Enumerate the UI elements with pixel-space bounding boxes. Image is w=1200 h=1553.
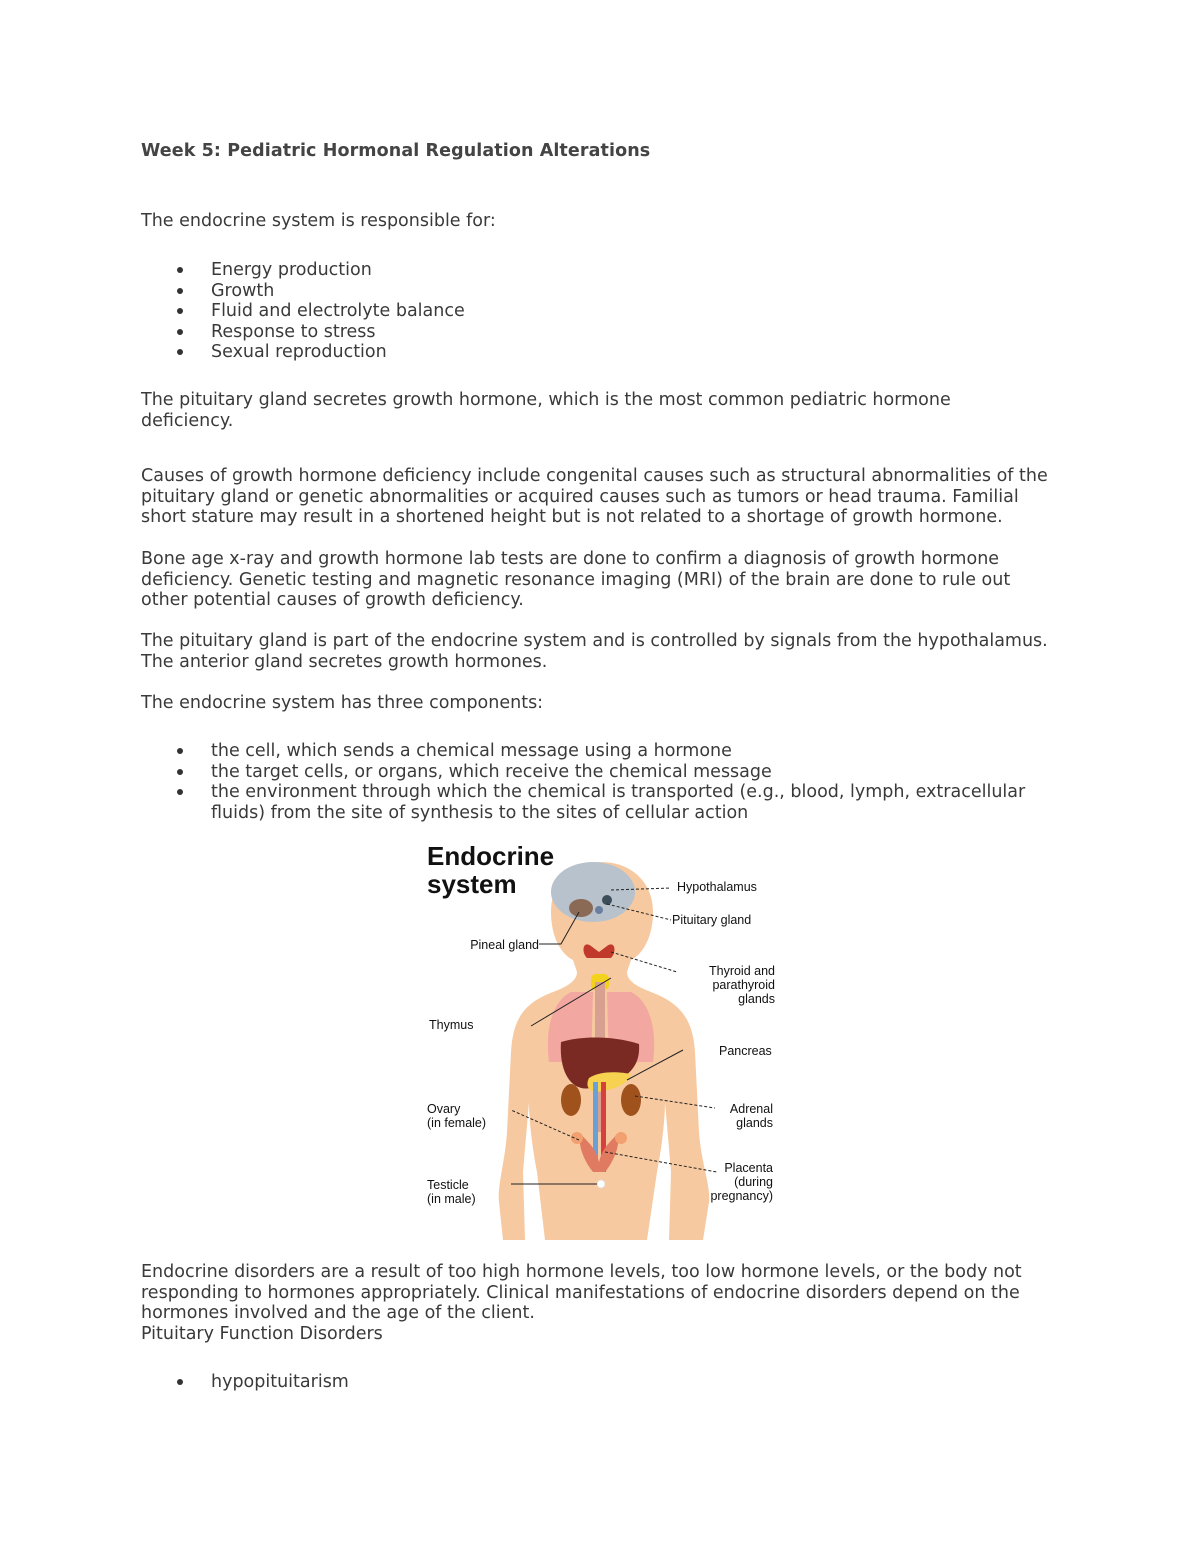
paragraph-causes: Causes of growth hormone deficiency include congenital causes such as structural abnormalities of the pituitary gland or genetic abnormalities or acquired causes such as tumors or head trauma. Familial short stature may result in a shortened height but is not related to a shortage of growth hormone. [141,466,1048,528]
hypothalamus-dot [602,895,612,905]
responsibilities-list [141,260,465,363]
list-item: hypopituitarism [141,1372,349,1393]
label-thyroid: Thyroid and parathyroid glands [708,964,775,1006]
label-pancreas: Pancreas [719,1044,772,1058]
ovary-dot [615,1132,627,1144]
label-hypothalamus: Hypothalamus [677,880,757,894]
paragraph-pituitary: The pituitary gland secretes growth hormone, which is the most common pediatric hormone deficiency. [141,390,951,431]
list-item: Sexual reproduction [141,342,465,363]
figure-title: Endocrine system [427,841,555,899]
label-pituitary-gland: Pituitary gland [672,913,752,927]
brain-shape [551,862,635,922]
cerebellum-shape [569,899,593,917]
paragraph-tests: Bone age x-ray and growth hormone lab tests are done to confirm a diagnosis of growth hormone deficiency. Genetic testing and magnetic resonance imaging (MRI) of the brain are done to rule out other potential causes of growth deficiency. [141,549,1011,611]
paragraph-control: The pituitary gland is part of the endocrine system and is controlled by signals from the hypothalamus. The anterior gland secretes growth hormones. [141,631,1048,672]
right-kidney-shape [621,1084,641,1116]
paragraph-disorders: Endocrine disorders are a result of too high hormone levels, too low hormone levels, or the body not responding to hormones appropriately. Clinical manifestations of endocrine disorders depend on the hormones involved and the age of the client. [141,1262,1022,1324]
label-placenta: Placenta (during pregnancy) [710,1161,773,1203]
list-item: Energy production [141,260,465,281]
list-item: Growth [141,281,465,302]
pituitary-disorders-list [141,1372,349,1393]
list-item: Fluid and electrolyte balance [141,301,465,322]
components-list [141,741,1061,823]
list-item: the cell, which sends a chemical message using a hormone [141,741,1061,762]
left-kidney-shape [561,1084,581,1116]
list-item: Response to stress [141,322,465,343]
label-adrenal-glands: Adrenal glands [729,1102,773,1130]
label-thymus: Thymus [429,1018,474,1032]
label-ovary: Ovary (in female) [427,1102,487,1130]
page-title: Week 5: Pediatric Hormonal Regulation Alterations [141,141,651,161]
components-intro: The endocrine system has three components: [141,693,544,713]
pituitary-dot [595,906,603,914]
label-testicle: Testicle (in male) [427,1178,476,1206]
endocrine-system-figure [421,842,781,1240]
label-pineal-gland: Pineal gland [470,938,539,952]
list-item: the environment through which the chemical is transported (e.g., blood, lymph, extracellular fluids) from the site of synthesis to the sites of cellular action [141,782,1061,823]
section-heading-pituitary-disorders: Pituitary Function Disorders [141,1324,383,1344]
list-item: the target cells, or organs, which receive the chemical message [141,762,1061,783]
ovary-dot [571,1132,583,1144]
testicle-dot [597,1180,605,1188]
intro-text: The endocrine system is responsible for: [141,211,496,231]
